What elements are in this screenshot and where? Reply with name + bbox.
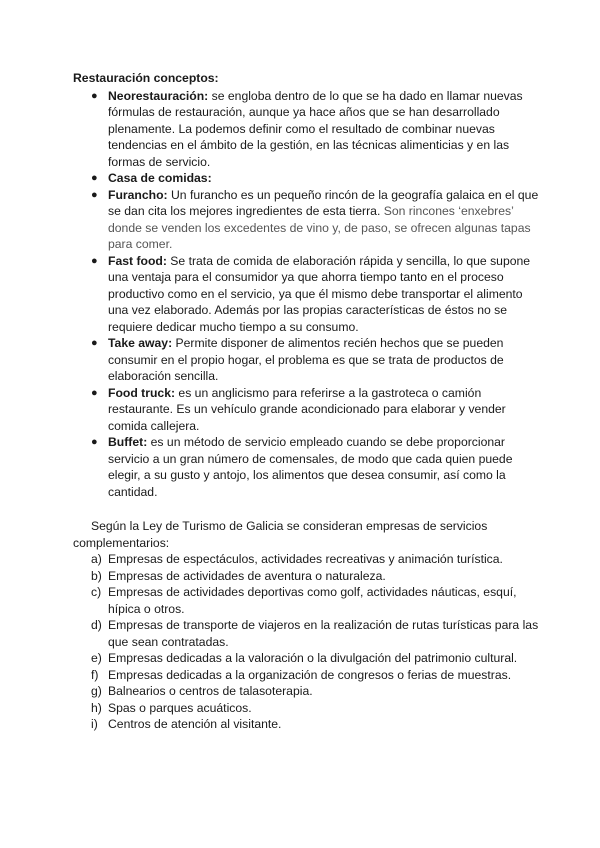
- list-item: [91, 335, 540, 385]
- list-item: [91, 700, 540, 717]
- concept-term: Furancho:: [108, 187, 168, 202]
- list-marker: h): [91, 700, 102, 715]
- list-item: [91, 617, 540, 650]
- services-list: [73, 551, 540, 733]
- concept-extra-text: Son rincones ‘enxebres’ donde se venden los excedentes de vino y, de paso, se ofrecen algunas tapas para comer.: [108, 204, 531, 251]
- list-marker: i): [91, 717, 98, 731]
- service-text: Empresas de espectáculos, actividades recreativas y animación turística.: [108, 552, 503, 566]
- bullet-icon: ●: [91, 172, 98, 184]
- concept-term: Buffet:: [108, 435, 148, 449]
- list-marker: c): [91, 585, 102, 599]
- list-marker: a): [91, 552, 102, 566]
- list-item: [91, 683, 540, 700]
- service-text: Centros de atención al visitante.: [108, 717, 282, 731]
- list-item: [91, 187, 540, 253]
- concept-text: Un furancho es un pequeño rincón de la geografía galaica en el que se dan cita los mejores ingredientes de esta tierra.: [108, 187, 539, 218]
- concept-term: Casa de comidas:: [108, 171, 212, 185]
- bullet-icon: ●: [91, 254, 98, 267]
- concept-text: se engloba dentro de lo que se ha dado en llamar nuevas fórmulas de restauración, aunque ya hace años que se han desarrollado plenamente. La podemos definir como el resultado de combinar nuevas tendencias en el ámbito de la gestión, en las técnicas alimenticias y en las formas de servicio.: [108, 88, 523, 169]
- bullet-icon: ●: [91, 436, 98, 448]
- concept-term: Take away:: [108, 336, 173, 350]
- list-item: [91, 88, 540, 171]
- list-item: [91, 385, 540, 435]
- list-item: [91, 170, 540, 187]
- service-text: Empresas de actividades deportivas como golf, actividades náuticas, esquí, hípica o otros.: [108, 585, 517, 616]
- list-marker: e): [91, 651, 102, 665]
- list-marker: f): [91, 667, 99, 682]
- bullet-icon: ●: [91, 89, 98, 102]
- list-item: [91, 253, 540, 336]
- service-text: Empresas dedicadas a la valoración o la divulgación del patrimonio cultural.: [108, 651, 518, 665]
- service-text: Empresas de transporte de viajeros en la realización de rutas turísticas para las que sean contratadas.: [108, 618, 539, 649]
- concept-term: Neorestauración:: [108, 88, 209, 103]
- concept-text: es un anglicismo para referirse a la gastroteca o camión restaurante. Es un vehículo grande acondicionado para elaborar y vender comida callejera.: [108, 385, 506, 433]
- list-marker: b): [91, 568, 102, 583]
- concepts-list: [73, 88, 540, 501]
- list-item: [91, 716, 540, 733]
- list-marker: g): [91, 684, 102, 698]
- services-intro: Según la Ley de Turismo de Galicia se consideran empresas de servicios complementarios:: [73, 519, 488, 550]
- concept-text: Permite disponer de alimentos recién hechos que se pueden consumir en el propio hogar, el problema es que se trata de productos de elaboración sencilla.: [108, 336, 504, 383]
- bullet-icon: ●: [91, 386, 98, 399]
- list-item: [91, 551, 540, 568]
- list-item: [91, 568, 540, 585]
- concept-term: Fast food:: [108, 253, 167, 268]
- bullet-icon: ●: [91, 188, 98, 201]
- list-item: [91, 434, 540, 500]
- list-marker: d): [91, 618, 102, 632]
- list-item: [91, 584, 540, 617]
- list-item: [91, 667, 540, 684]
- section-title: Restauración conceptos:: [73, 71, 219, 85]
- bullet-icon: ●: [91, 337, 98, 349]
- service-text: Spas o parques acuáticos.: [108, 700, 252, 715]
- concept-text: es un método de servicio empleado cuando se debe proporcionar servicio a un gran número de comensales, de modo que cada quien puede elegir, a su gusto y antojo, los alimentos que desea consumir, así como la cantidad.: [108, 435, 513, 499]
- service-text: Empresas de actividades de aventura o naturaleza.: [108, 568, 386, 583]
- concept-text: Se trata de comida de elaboración rápida y sencilla, lo que supone una ventaja para el consumidor ya que ahorra tiempo tanto en el proceso productivo como en el servicio, ya que él mismo debe transportar el alimento una vez elaborado. Además por las propias características de éstos no se requiere dedicar mucho tiempo a su consumo.: [108, 253, 531, 334]
- service-text: Empresas dedicadas a la organización de congresos o ferias de muestras.: [108, 667, 512, 682]
- service-text: Balnearios o centros de talasoterapia.: [108, 684, 313, 698]
- list-item: [91, 650, 540, 667]
- concept-term: Food truck:: [108, 385, 176, 400]
